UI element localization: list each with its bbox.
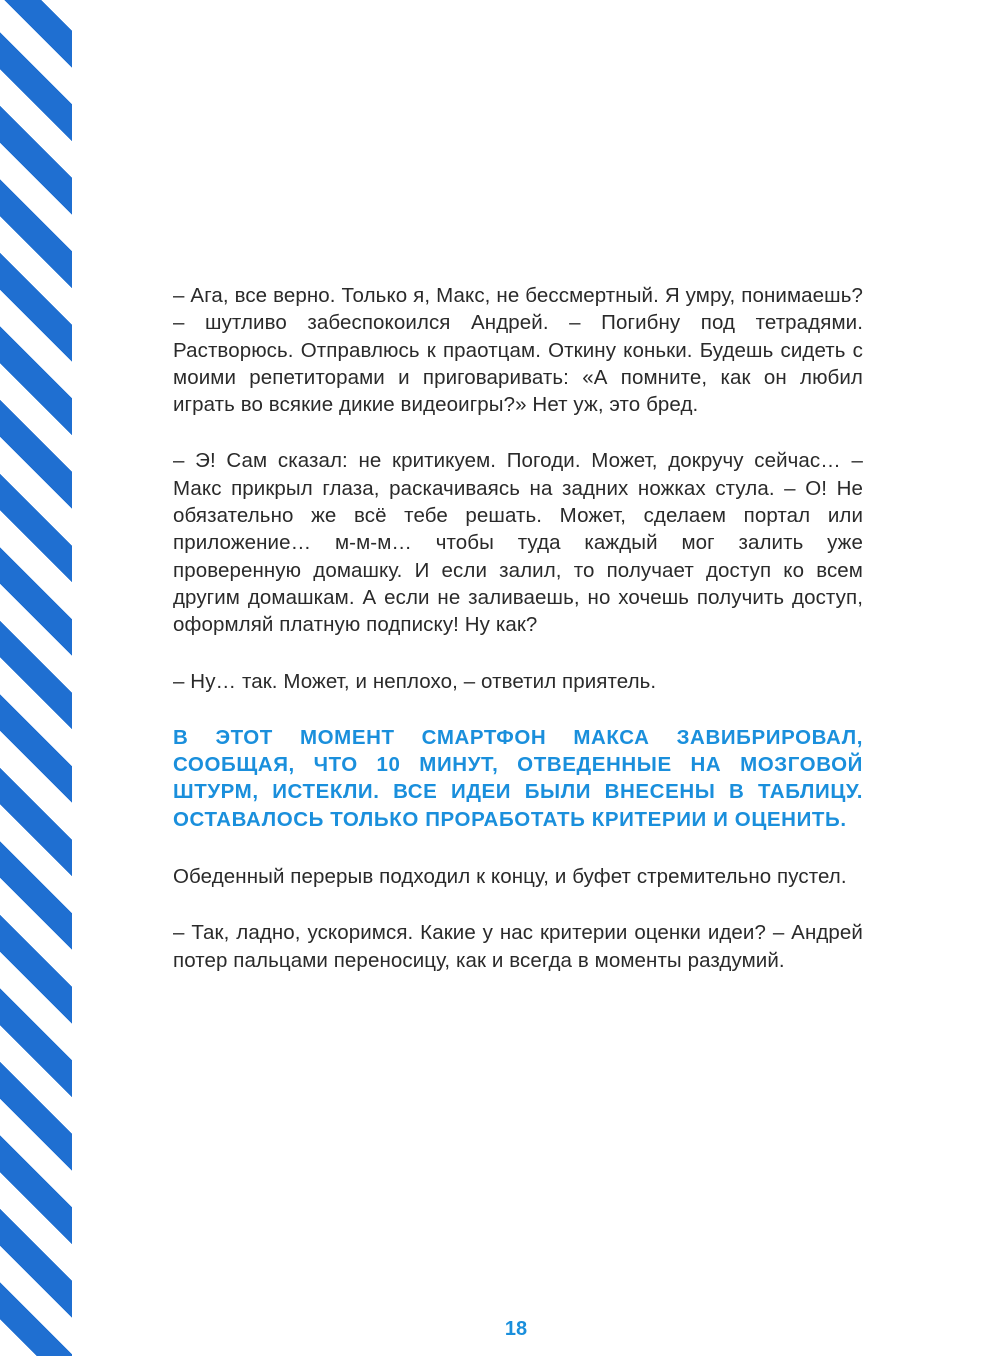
paragraph-dialogue-max: – Э! Сам сказал: не критикуем. Погоди. Может, докручу сейчас… – Макс прикрыл глаза, раскачиваясь на задних ножках стула. – О! Не обязательно же всё тебе решать. Может, сделаем портал или приложение… м-м-м… чтобы туда каждый мог залить уже проверенную домашку. И если залил, то получает доступ ко всем другим домашкам. А если не заливаешь, но хочешь получить доступ, оформляй платную подписку! Ну как? (173, 449, 863, 637)
page-number: 18 (504, 1318, 528, 1340)
paragraph-dialogue-friend: – Ну… так. Может, и неплохо, – ответил приятель. (173, 669, 657, 693)
paragraph-dialogue-criteria: – Так, ладно, ускоримся. Какие у нас критерии оценки идеи? – Андрей потер пальцами переносицу, как и всегда в моменты раздумий. (173, 921, 863, 972)
highlighted-paragraph: В ЭТОТ МОМЕНТ СМАРТФОН МАКСА ЗАВИБРИРОВАЛ, СООБЩАЯ, ЧТО 10 МИНУТ, ОТВЕДЕННЫЕ НА МОЗГОВОЙ ШТУРМ, ИСТЕКЛИ. ВСЕ ИДЕИ БЫЛИ ВНЕСЕНЫ В ТАБЛИЦУ. ОСТАВАЛОСЬ ТОЛЬКО ПРОРАБОТАТЬ КРИТЕРИИ И ОЦЕНИТЬ. (173, 725, 863, 831)
paragraph-dialogue-andrey: – Ага, все верно. Только я, Макс, не бессмертный. Я умру, понимаешь? – шутливо забеспокоился Андрей. – Погибну под тетрадями. Растворюсь. Отправлюсь к праотцам. Откину коньки. Будешь сидеть с моими репетиторами и приговаривать: «А помните, как он любил играть во всякие дикие видеоигры?» Нет уж, это бред. (173, 284, 863, 417)
decorative-stripe-band (0, 0, 72, 1356)
paragraph-narration: Обеденный перерыв подходил к концу, и буфет стремительно пустел. (173, 865, 847, 889)
page-body (173, 282, 863, 1003)
